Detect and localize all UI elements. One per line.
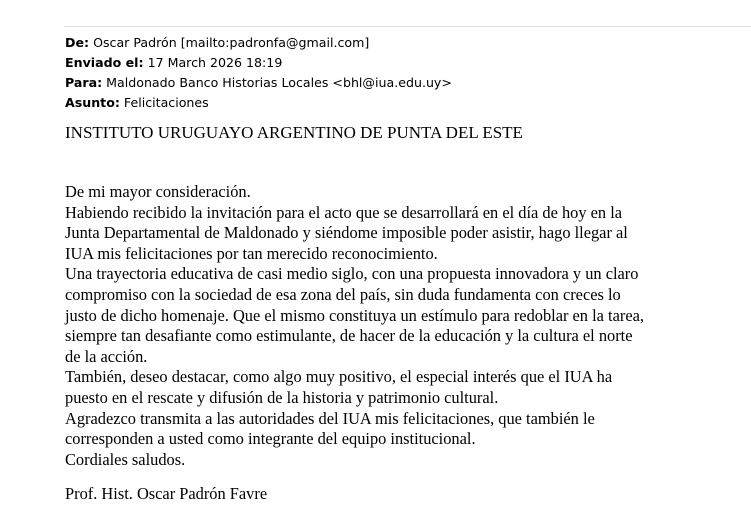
letter-line: Habiendo recibido la invitación para el acto que se desarrollará en el día de hoy en la [65,202,623,222]
header-divider [64,26,751,27]
letter-line: Una trayectoria educativa de casi medio siglo, con una propuesta innovadora y un claro [65,264,639,284]
letter-line: Cordiales saludos. [65,449,186,469]
subject-label: Asunto: [65,95,120,110]
sent-label: Enviado el: [65,55,144,70]
to-label: Para: [65,75,103,90]
sent-row [65,53,452,73]
letter-line: IUA mis felicitaciones por tan merecido reconocimiento. [65,243,438,263]
from-row [65,33,452,53]
to-value[interactable]: Maldonado Banco Historias Locales <bhl@iua.edu.uy> [106,75,452,90]
letter-line: También, deseo destacar, como algo muy positivo, el especial interés que el IUA ha [65,367,613,387]
letter-line: puesto en el rescate y difusión de la historia y patrimonio cultural. [65,387,499,407]
letter-line: de la acción. [65,346,148,366]
letter-line: Junta Departamental de Maldonado y siéndome imposible poder asistir, hago llegar al [65,223,628,243]
from-label: De: [65,35,90,50]
signature: Prof. Hist. Oscar Padrón Favre [65,484,268,503]
letter-line: justo de dicho homenaje. Que el mismo constituya un estímulo para redoblar en la tarea, [65,305,644,325]
from-value[interactable]: Oscar Padrón [mailto:padronfa@gmail.com] [93,35,370,50]
subject-row [65,93,452,113]
letter-line: corresponden a usted como integrante del equipo institucional. [65,429,476,449]
letter-body [65,182,745,470]
letter-line: De mi mayor consideración. [65,182,251,201]
subject-value: Felicitaciones [123,95,209,110]
letter-line: siempre tan desafiante como estimulante, de hacer de la educación y la cultura el norte [65,326,633,346]
letter-line: compromiso con la sociedad de esa zona del país, sin duda fundamenta con creces lo [65,284,621,304]
email-header [65,33,452,113]
to-row [65,73,452,93]
sent-value: 17 March 2026 18:19 [147,55,283,70]
institution-title: INSTITUTO URUGUAYO ARGENTINO DE PUNTA DEL ESTE [65,123,523,142]
letter-line: Agradezco transmita a las autoridades del IUA mis felicitaciones, que también le [65,408,595,428]
